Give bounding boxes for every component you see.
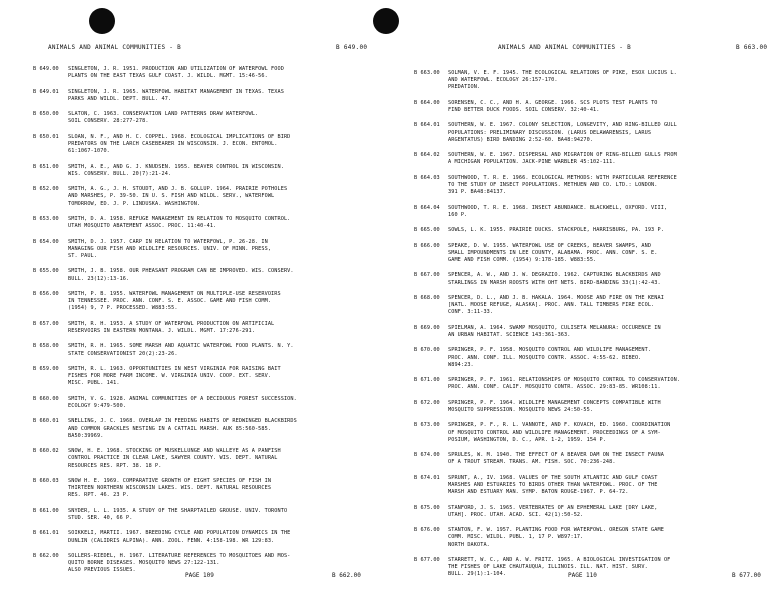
entry-code: B 667.00 [414,272,440,279]
entry-citation: SMITH, J. B. 1958. OUR PHEASANT PROGRAM CAN BE IMPROVED. WIS. CONSERV. BULL. 23(12):13-16. [68,268,294,282]
right-page [396,0,779,600]
entry-code: B 660.00 [33,395,59,402]
entry-citation: SOUTHERN, W. E. 1967. DISPERSAL AND MIGRATION OF RING-BILLED GULLS FROM A MICHIGAN POPULATION. JACK-PINE WARBLER 45:102-111. [448,152,677,166]
entry-citation: SMITH, A. E., AND G. J. KNUDSEN. 1955. BEAVER CONTROL IN WISCONSIN. WIS. CONSERV. BULL. 20(7):21-24. [68,163,284,177]
entry-code: B 664.01 [414,122,440,129]
entry-code: B 655.00 [33,268,59,275]
entry-code: B 666.00 [414,242,440,249]
entry-citation: SPRINGER, P. F. 1961. RELATIONSHIPS OF MOSQUITO CONTROL TO CONSERVATION. PROC. ANN. CONF. CALIF. MOSQUITO CONTR. ASSOC. 29:83-85. WR108:11. [448,377,681,391]
entry-citation: SOUTHWOOD, T. R. E. 1966. ECOLOGICAL METHODS: WITH PARTICULAR REFERENCE TO THE STUDY OF INSECT POPULATIONS. METHUEN AND CO. LTD.: LONDON. 391 P. BA48:84137. [448,174,677,196]
entry-code: B 664.00 [414,99,440,106]
entry-code: B 674.00 [414,452,440,459]
entry-code: B 660.01 [33,418,59,425]
entry-citation: SNOW, H. E. 1968. STOCKING OF MUSKELLUNGE AND WALLEYE AS A PANFISH CONTROL PRACTICE IN CLEAR LAKE, SAWYER COUNTY. WIS. DEPT. NATURAL RESOURCES RES. RPT. 38. 18 P. [68,448,281,469]
entry-citation: SOUTHERN, W. E. 1967. COLONY SELECTION, LONGEVITY, AND RING-BILLED GULL POPULATIONS: PRELIMINARY DISCUSSION. (LARUS DELAWARENSIS, LARUS ARGENTATUS) BIRD BANDING 2:52-60. BA48:94270. [448,122,677,143]
entry-citation: SMITH, R. H. 1953. A STUDY OF WATERFOWL PRODUCTION ON ARTIFICIAL RESERVOIRS IN EASTERN MONTANA. J. WILDL. MGMT. 17:276-291. [68,320,275,334]
entry-citation: SOUTHWOOD, T. R. E. 1968. INSECT ABUNDANCE. BLACKWELL, OXFORD. VIII, 160 P. [448,204,668,218]
entry-code: B 661.01 [33,530,59,537]
entry-code: B 664.04 [414,204,440,211]
entry-code: B 650.00 [33,111,59,118]
header-title: ANIMALS AND ANIMAL COMMUNITIES - B [48,44,182,51]
entry-citation: SORENSEN, C. C., AND H. A. GEORGE. 1966. SCS PLOTS TEST PLANTS TO FIND BETTER DUCK FOODS. SOIL CONSERV. 32:40-41. [448,99,658,113]
entry-citation: SINGLETON, J. R. 1965. WATERFOWL HABITAT MANAGEMENT IN TEXAS. TEXAS PARKS AND WILDL. DEPT. BULL. 47. [68,88,284,102]
entry-code: B 649.00 [33,66,59,72]
entry-code: B 650.01 [33,133,59,140]
entry-code: B 665.00 [414,227,440,234]
entry-code: B 676.00 [414,527,440,534]
entry-code: B 658.00 [33,343,59,350]
entry-code: B 661.00 [33,507,59,514]
entry-citation: SMITH, A. G., J. H. STOUDT, AND J. B. GOLLUP. 1964. PRAIRIE POTHOLES AND MARSHES, P. 39-50. IN U. S. FISH AND WILDL. SERV., WATERFOWL TOMORROW, ED. J. P. LINDUSKA. WASHINGTON. [68,186,288,207]
entry-code: B 664.02 [414,152,440,159]
entry-citation: SPRULES, W. M. 1940. THE EFFECT OF A BEAVER DAM ON THE INSECT FAUNA OF A TROUT STREAM. TRANS. AM. FISH. SOC. 70:236-248. [448,452,664,466]
page-number: PAGE 110 [568,572,597,579]
entry-citation: SOLLERS-RIEDEL, H. 1967. LITERATURE REFERENCES TO MOSQUITOES AND MOS- QUITO BORNE DISEASES. MOSQUITO NEWS 27:122-131. ALSO PREVIOUS ISSUES. [68,553,291,574]
entry-citation: SLOAN, N. F., AND H. C. COPPEL. 1968. ECOLOGICAL IMPLICATIONS OF BIRD PREDATORS ON THE LARCH CASEBEARER IN WISCONSIN. J. ECON. ENTOMOL. 61:1067-1070. [68,133,291,155]
header-code: B 663.00 [736,44,768,51]
entry-citation: SOIKKELI, MARTII. 1967. BREEDING CYCLE AND POPULATION DYNAMICS IN THE DUNLIN (CALIDRIS ALPINA). ANN. ZOOL. FENN. 4:158-198. WR 129:83. [68,530,291,544]
entry-code: B 652.00 [33,186,59,193]
entry-citation: SLATON, C. 1963. CONSERVATION LAND PATTERNS DRAW WATERFOWL. SOIL CONSERV. 28:277-278. [68,111,259,125]
entry-code: B 664.03 [414,174,440,181]
entry-citation: SPRINGER, P. F., R. L. VANNOTE, AND F. KOVACH, ED. 1960. COORDINATION OF MOSQUITO CONTROL AND WILDLIFE MANAGEMENT. PROCEEDINGS OF A SYM- POSIUM, WASHINGTON, D. C., APR. 1-2, 1959. 154 P. [448,422,671,443]
entry-code: B 654.00 [33,238,59,245]
entry-citation: SNYDER, L. L. 1935. A STUDY OF THE SHARPTAILED GROUSE. UNIV. TORONTO STUD. SER. 40, 66 P. [68,507,288,521]
entry-citation: SMITH, V. G. 1928. ANIMAL COMMUNITIES OF A DECIDUOUS FOREST SUCCESSION. ECOLOGY 9:479-500. [68,395,297,409]
entry-code: B 674.01 [414,474,440,481]
entry-code: B 670.00 [414,347,440,354]
entry-citation: SPIELMAN, A. 1964. SWAMP MOSQUITO, CULISETA MELANURA: OCCURENCE IN AN URBAN HABITAT. SCIENCE 143:361-363. [448,324,661,338]
entry-code: B 651.00 [33,163,59,170]
entry-code: B 659.00 [33,366,59,372]
entry-citation: SPRINGER, P. F. 1964. WILDLIFE MANAGEMENT CONCEPTS COMPATIBLE WITH MOSQUITO SUPPRESSION. MOSQUITO NEWS 24:50-55. [448,399,661,413]
entry-code: B 673.00 [414,422,440,429]
entry-citation: SPENCER, D. L., AND J. B. HAKALA. 1964. MOOSE AND FIRE ON THE KENAI [NATL. MOOSE REFUGE, ALASKA]. PROC. ANN. TALL TIMBERS FIRE ECOL. CONF. 3:11-33. [448,295,664,316]
entry-citation: SMITH, P. B. 1955. WATERFOWL MANAGEMENT ON MULTIPLE-USE RESERVOIRS IN TENNESSEE. PROC. ANN. CONF. S. E. ASSOC. GAME AND FISH COMM. (1954) 9, 7 P. PROCESSED. W883:55. [68,291,281,312]
entry-citation: SINGLETON, J. R. 1951. PRODUCTION AND UTILIZATION OF WATERFOWL FOOD PLANTS ON THE EAST TEXAS GULF COAST. J. WILDL. MGMT. 15:46-56. [68,66,284,80]
page-number: PAGE 109 [185,572,214,579]
entry-code: B 662.00 [33,553,59,559]
entry-citation: SPRUNT, A., IV. 1968. VALUES OF THE SOUTH ATLANTIC AND GULF COAST MARSHES AND ESTUARIES TO BIRDS OTHER THAN WATERFOWL. PROC. OF THE MARSH AND ESTUARY MAN. SYMP. BATON ROUGE-1967. P. 64-72. [448,474,658,496]
footer-code: B 662.00 [332,572,361,579]
entry-code: B 677.00 [414,557,440,563]
header-title: ANIMALS AND ANIMAL COMMUNITIES - B [498,44,632,51]
entry-code: B 656.00 [33,291,59,297]
footer-code: B 677.00 [732,572,761,579]
entry-code: B 669.00 [414,324,440,331]
entry-code: B 657.00 [33,320,59,327]
entry-citation: STANTON, F. W. 1957. PLANTING FOOD FOR WATERFOWL. OREGON STATE GAME COMM. MISC. WILDL. PUBL. 1, 17 P. W897:17. NORTH DAKOTA. [448,527,664,548]
entry-citation: SMITH, R. H. 1965. SOME MARSH AND AQUATIC WATERFOWL FOOD PLANTS. N. Y. STATE CONSERVATIONIST 20(2):23-26. [68,343,294,357]
entry-citation: SMITH, R. L. 1963. OPPORTUNITIES IN WEST VIRGINIA FOR RAISING BAIT FISHES FOR MORE FARM INCOME. W. VIRGINIA UNIV. COOP. EXT. SERV. MISC. PUBL. 141. [68,366,281,387]
entry-code: B 671.00 [414,377,440,384]
entry-citation: STARRETT, W. C., AND A. W. FRITZ. 1965. A BIOLOGICAL INVESTIGATION OF THE FISHES OF LAKE CHAUTAUQUA, ILLINOIS. ILL. NAT. HIST. SURV. BULL. 29(1):1-104. [448,557,671,578]
entry-citation: SMITH, D. A. 1958. REFUGE MANAGEMENT IN RELATION TO MOSQUITO CONTROL. UTAH MOSQUITO ABATEMENT ASSOC. PROC. 11:40-41. [68,216,291,230]
entry-citation: SPEAKE, D. W. 1955. WATERFOWL USE OF CREEKS, BEAVER SWAMPS, AND SMALL IMPOUNDMENTS IN LEE COUNTY, ALABAMA. PROC. ANN. CONF. S. E. GAME AND FISH COMM. (1954) 9:178-185. W883:55. [448,242,658,263]
entry-citation: SNOW H. E. 1969. COMPARATIVE GROWTH OF EIGHT SPECIES OF FISH IN THIRTEEN NORTHERN WISCONSIN LAKES. WIS. DEPT. NATURAL RESOURCES RES. RPT. 46. 23 P. [68,478,272,499]
entry-citation: SOWLS, L. K. 1955. PRAIRIE DUCKS. STACKPOLE, HARRISBURG, PA. 193 P. [448,227,664,234]
entry-citation: SOLMAN, V. E. F. 1945. THE ECOLOGICAL RELATIONS OF PIKE, ESOX LUCIUS L. AND WATERFOWL. ECOLOGY 26:157-170. PREDATION. [448,70,677,91]
entry-code: B 660.03 [33,478,59,484]
entry-code: B 675.00 [414,504,440,511]
entry-code: B 663.00 [414,70,440,76]
entry-citation: SMITH, D. J. 1957. CARP IN RELATION TO WATERFOWL, P. 26-28. IN MANAGING OUR FISH AND WILDLIFE RESOURCES. UNIV. OF MINN. PRESS, ST. PAUL. [68,238,272,259]
entry-citation: STANFORD, J. S. 1965. VERTEBRATES OF AN EPHEMERAL LAKE [DRY LAKE, UTAH]. PROC. UTAH. ACAD. SCI. 42(1):50-52. [448,504,658,518]
entry-code: B 668.00 [414,295,440,301]
entry-code: B 672.00 [414,399,440,406]
entry-citation: SNELLING, J. C. 1968. OVERLAP IN FEEDING HABITS OF REDWINGED BLACKBIRDS AND COMMON GRACKLES NESTING IN A CATTAIL MARSH. AUK 85:560-585. BA50:39969. [68,418,297,439]
entry-code: B 660.02 [33,448,59,455]
entry-citation: SPENCER, A. W., AND J. W. DEGRAZIO. 1962. CAPTURING BLACKBIRDS AND STARLINGS IN MARSH ROOSTS WITH OHT NETS. BIRD-BANDING 33(1):42-43. [448,272,661,286]
header-code: B 649.00 [336,44,368,51]
entry-citation: SPRINGER, P. F. 1958. MOSQUITO CONTROL AND WILDLIFE MANAGEMENT. PROC. ANN. CONF. ILL. MOSQUITO CONTR. ASSOC. 4:55-62. BIBEO. W894:23. [448,347,652,368]
entry-code: B 649.01 [33,88,59,95]
entry-code: B 653.00 [33,216,59,222]
